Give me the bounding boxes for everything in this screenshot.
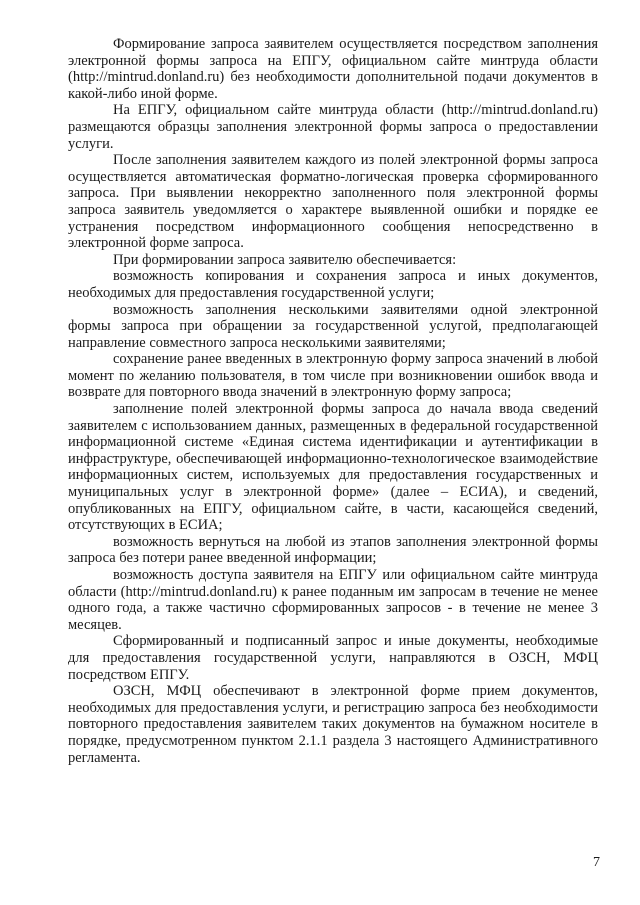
paragraph: ОЗСН, МФЦ обеспечивают в электронной форме прием документов, необходимых для предоставления услуги, и регистрацию запроса без необходимости повторного предоставления заявителем таких документов на бумажном носителе в порядке, предусмотренном пунктом 2.1.1 раздела 3 настоящего Административного регламента. <box>68 683 598 766</box>
paragraph: На ЕПГУ, официальном сайте минтруда области (http://mintrud.donland.ru) размещаются образцы заполнения электронной формы запроса о предоставлении услуги. <box>68 102 598 152</box>
paragraph: Сформированный и подписанный запрос и иные документы, необходимые для предоставления государственной услуги, направляются в ОЗСН, МФЦ посредством ЕПГУ. <box>68 633 598 683</box>
paragraph: возможность заполнения несколькими заявителями одной электронной формы запроса при обращении за государственной услугой, предполагающей направление совместного запроса несколькими заявителями; <box>68 301 598 351</box>
page-number: 7 <box>593 855 600 870</box>
paragraph: Формирование запроса заявителем осуществляется посредством заполнения электронной формы запроса на ЕПГУ, официальном сайте минтруда области (http://mintrud.donland.ru) без необходимости дополнительной подачи документов в какой-либо иной форме. <box>68 36 598 102</box>
paragraph: При формировании запроса заявителю обеспечивается: <box>113 251 457 268</box>
paragraph: возможность доступа заявителя на ЕПГУ или официальном сайте минтруда области (http://mintrud.donland.ru) к ранее поданным им запросам в течение не менее одного года, а также частично сформированных запросов - в течение не менее 3 месяцев. <box>68 567 598 633</box>
document-body <box>68 36 598 766</box>
paragraph: заполнение полей электронной формы запроса до начала ввода сведений заявителем с использованием данных, размещенных в федеральной государственной информационной системе «Единая система идентификации и аутентификации в инфраструктуре, обеспечивающей информационно-технологическое взаимодействие информационных систем, используемых для предоставления государственных и муниципальных услуг в электронной форме» (далее – ЕСИА), и сведений, опубликованных на ЕПГУ, официальном сайте, в части, касающейся сведений, отсутствующих в ЕСИА; <box>68 401 598 534</box>
paragraph: После заполнения заявителем каждого из полей электронной формы запроса осуществляется автоматическая форматно-логическая проверка сформированного запроса. При выявлении некорректно заполненного поля электронной формы запроса заявитель уведомляется о характере выявленной ошибки и порядке ее устранения посредством информационного сообщения непосредственно в электронной форме запроса. <box>68 152 598 252</box>
paragraph: возможность копирования и сохранения запроса и иных документов, необходимых для предоставления государственной услуги; <box>68 268 598 301</box>
paragraph: возможность вернуться на любой из этапов заполнения электронной формы запроса без потери ранее введенной информации; <box>68 533 598 567</box>
paragraph: сохранение ранее введенных в электронную форму запроса значений в любой момент по желанию пользователя, в том числе при возникновении ошибок ввода и возврате для повторного ввода значений в электронную форму запроса; <box>68 351 598 401</box>
